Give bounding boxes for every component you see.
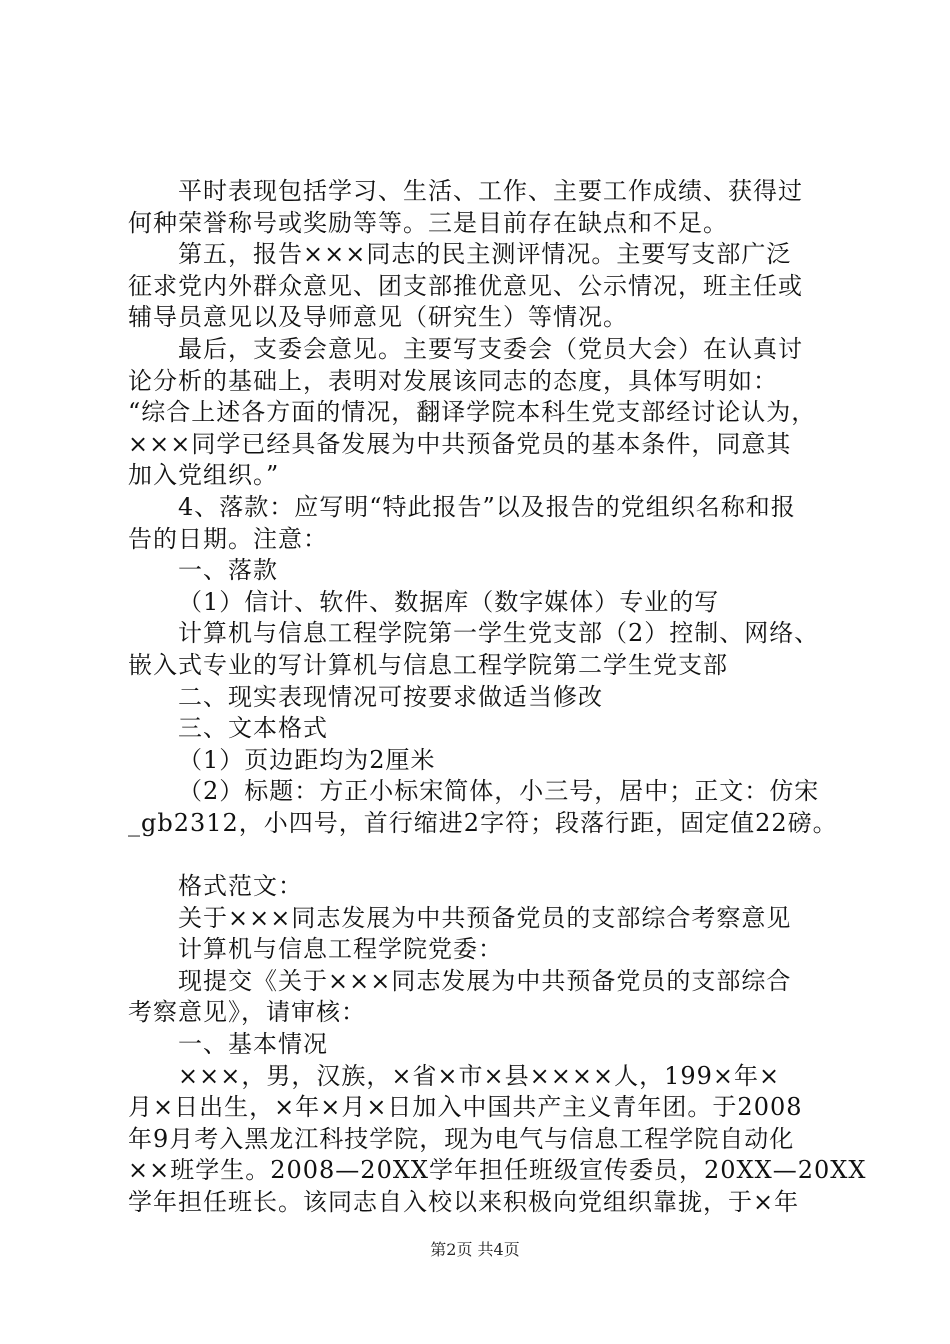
text-line: 加入党组织。”: [128, 461, 280, 490]
text-line: ×××，男，汉族，×省×市×县××××人，199×年×: [178, 1061, 781, 1090]
text-line: [128, 839, 840, 871]
text-line: 格式范文：: [178, 872, 303, 901]
text-line: 关于×××同志发展为中共预备党员的支部综合考察意见: [178, 903, 792, 932]
text-line: _gb2312，小四号，首行缩进2字符；段落行距，固定值22磅。: [128, 808, 838, 837]
text-line: 第五，报告×××同志的民主测评情况。主要写支部广泛: [178, 240, 792, 269]
text-line: 辅导员意见以及导师意见（研究生）等情况。: [128, 303, 628, 332]
text-line: 征求党内外群众意见、团支部推优意见、公示情况，班主任或: [128, 271, 803, 300]
text-line: 4、落款：应写明“特此报告”以及报告的党组织名称和报: [178, 492, 796, 521]
text-line: 平时表现包括学习、生活、工作、主要工作成绩、获得过: [178, 177, 803, 205]
text-line: “综合上述各方面的情况，翻译学院本科生党支部经讨论认为，: [128, 398, 817, 427]
document-body: [128, 176, 867, 1219]
text-line: 最后，支委会意见。主要写支委会（党员大会）在认真讨: [178, 334, 803, 363]
text-line: 月×日出生，×年×月×日加入中国共产主义青年团。于2008: [128, 1093, 803, 1122]
text-line: 计算机与信息工程学院第一学生党支部（2）控制、网络、: [178, 619, 820, 648]
text-line: ××班学生。2008—20XX学年担任班级宣传委员，20XX—20XX: [128, 1156, 867, 1185]
text-line: 二、现实表现情况可按要求做适当修改: [178, 682, 603, 711]
text-line: 嵌入式专业的写计算机与信息工程学院第二学生党支部: [128, 650, 728, 679]
text-line: 计算机与信息工程学院党委：: [178, 935, 503, 964]
text-line: 三、文本格式: [178, 714, 328, 743]
text-line: 考察意见》，请审核：: [128, 998, 366, 1027]
text-line: 告的日期。注意：: [128, 524, 328, 553]
page-footer: 第2页 共4页: [430, 1240, 520, 1259]
text-line: 年9月考入黑龙江科技学院，现为电气与信息工程学院自动化: [128, 1124, 795, 1153]
text-line: （1）页边距均为2厘米: [178, 745, 436, 774]
text-line: （2）标题：方正小标宋简体，小三号，居中；正文：仿宋: [178, 777, 820, 806]
text-line: 论分析的基础上，表明对发展该同志的态度，具体写明如：: [128, 366, 778, 395]
text-line: 学年担任班长。该同志自入校以来积极向党组织靠拢，于×年: [128, 1188, 800, 1216]
text-line: 何种荣誉称号或奖励等等。三是目前存在缺点和不足。: [128, 208, 728, 237]
text-line: （1）信计、软件、数据库（数字媒体）专业的写: [178, 587, 720, 616]
text-line: ×××同学已经具备发展为中共预备党员的基本条件，同意其: [128, 429, 792, 458]
text-line: 一、落款: [178, 556, 278, 585]
text-line: 一、基本情况: [178, 1030, 328, 1059]
text-line: 现提交《关于×××同志发展为中共预备党员的支部综合: [178, 966, 792, 995]
